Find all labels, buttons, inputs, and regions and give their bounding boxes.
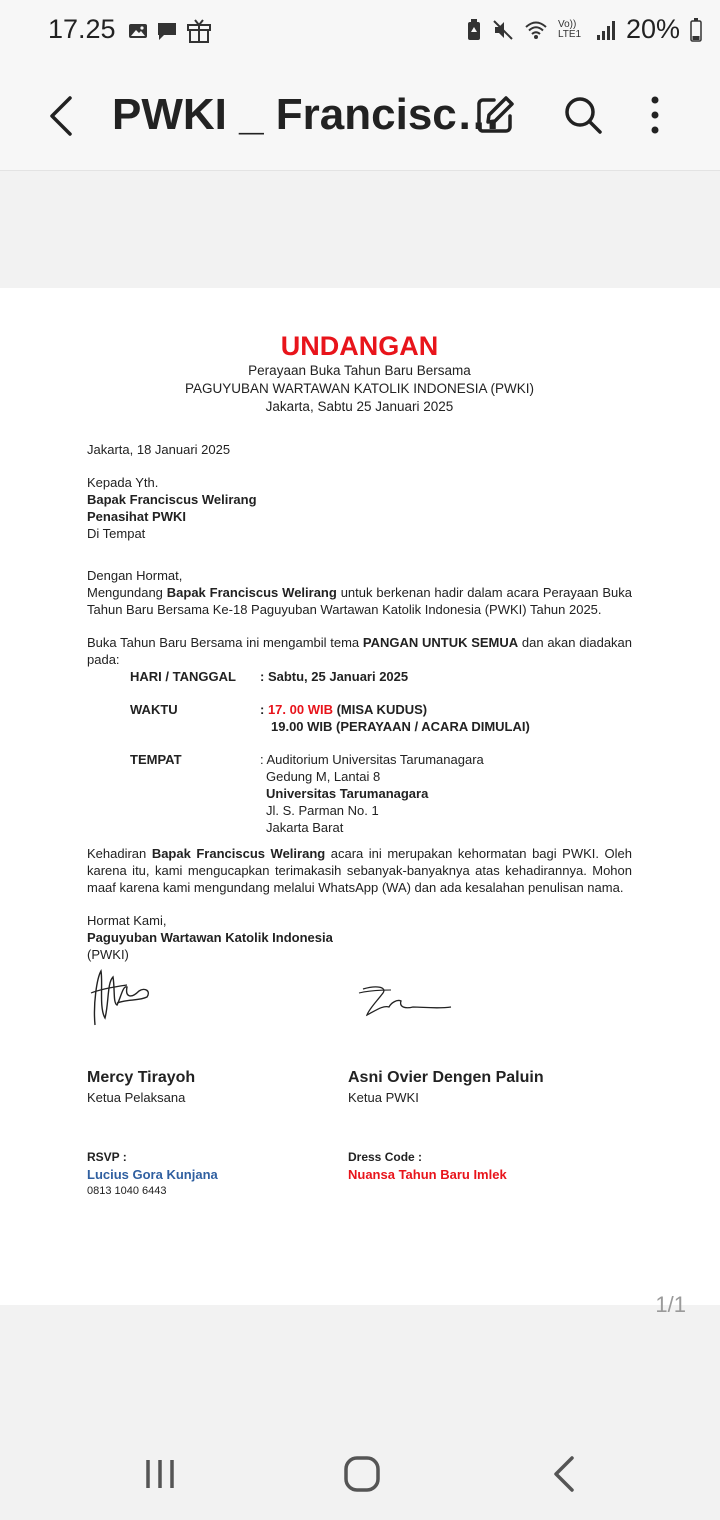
- navigation-bar: [0, 1420, 720, 1520]
- org-name: Paguyuban Wartawan Katolik Indonesia: [87, 930, 333, 945]
- document-page[interactable]: [0, 288, 720, 1305]
- signal-icon: [596, 19, 616, 41]
- signer-1-name: Mercy Tirayoh: [87, 1069, 196, 1086]
- dress-code-label: Dress Code :: [348, 1150, 423, 1164]
- rsvp-label: RSVP :: [87, 1150, 127, 1164]
- place-label: TEMPAT: [130, 752, 182, 767]
- time-label: WAKTU: [130, 702, 178, 717]
- letter-date: Jakarta, 18 Januari 2025: [87, 442, 231, 457]
- paragraph-3: Kehadiran Bapak Franciscus Welirang acara ini merupakan kehormatan bagi PWKI. Oleh karena itu, kami mengucapkan terimakasih sebanyak-banyaknya atas kehadirannya. Mohon maaf karena kami mengundang melalui WhatsApp (WA) dan ada kesalahan penulisan nama.: [87, 846, 633, 895]
- place-line-3: Universitas Tarumanagara: [266, 786, 429, 801]
- footer-info: [87, 1149, 632, 1209]
- org-abbr: (PWKI): [87, 947, 129, 962]
- mute-icon: [492, 19, 514, 41]
- app-bar-divider: [0, 170, 720, 171]
- signer-2-title: Ketua PWKI: [348, 1090, 419, 1105]
- image-icon: [128, 21, 148, 41]
- place-line-5: Jakarta Barat: [266, 820, 344, 835]
- signatures: [87, 963, 632, 1149]
- signature-mercy: [87, 963, 157, 1033]
- time-value-1: : 17. 00 WIB (MISA KUDUS): [260, 702, 428, 717]
- closing: Hormat Kami,: [87, 913, 167, 928]
- nav-back-icon[interactable]: [550, 1454, 578, 1494]
- recent-apps-icon[interactable]: [140, 1457, 180, 1491]
- volte-icon: Vo)) LTE1: [557, 18, 582, 40]
- chat-icon: [156, 20, 178, 42]
- back-icon[interactable]: [42, 94, 82, 138]
- rsvp-phone: 0813 1040 6443: [87, 1185, 167, 1197]
- edit-icon[interactable]: [474, 94, 516, 136]
- battery-saver-icon: [466, 19, 482, 41]
- app-bar: [0, 62, 720, 170]
- subtitle-date: Jakarta, Sabtu 25 Januari 2025: [265, 399, 454, 414]
- recipient-place: Di Tempat: [87, 526, 146, 541]
- system-icons: [466, 14, 702, 45]
- invitation-letter: [87, 330, 632, 1209]
- subtitle-org: PAGUYUBAN WARTAWAN KATOLIK INDONESIA (PWKI): [184, 381, 535, 396]
- heading: UNDANGAN: [280, 331, 439, 361]
- place-line-4: Jl. S. Parman No. 1: [266, 803, 379, 818]
- signature-asni: [357, 981, 457, 1021]
- place-line-1: : Auditorium Universitas Tarumanagara: [260, 752, 484, 767]
- status-bar: [0, 0, 720, 62]
- rsvp-name: Lucius Gora Kunjana: [87, 1167, 218, 1182]
- home-icon[interactable]: [342, 1454, 382, 1494]
- time-value-2: 19.00 WIB (PERAYAAN / ACARA DIMULAI): [271, 719, 530, 734]
- more-icon[interactable]: [642, 94, 668, 138]
- day-label: HARI / TANGGAL: [130, 669, 236, 684]
- day-value: : Sabtu, 25 Januari 2025: [260, 669, 409, 684]
- status-time: 17.25: [48, 14, 116, 44]
- page-indicator: 1/1: [655, 1292, 686, 1317]
- recipient-to: Kepada Yth.: [87, 475, 159, 490]
- signer-2-name: Asni Ovier Dengen Paluin: [348, 1069, 544, 1086]
- paragraph-1: Mengundang Bapak Franciscus Welirang untuk berkenan hadir dalam acara Perayaan Buka Tahun Baru Bersama Ke-18 Paguyuban Wartawan Katolik Indonesia (PWKI) Tahun 2025.: [87, 585, 632, 617]
- recipient-name: Bapak Franciscus Welirang: [87, 492, 257, 507]
- battery-icon: [690, 18, 702, 42]
- wifi-icon: [524, 20, 548, 40]
- subtitle-event: Perayaan Buka Tahun Baru Bersama: [248, 363, 471, 378]
- document-title: PWKI _ Francisc…: [112, 90, 501, 139]
- schedule: [87, 668, 632, 834]
- greeting: Dengan Hormat,: [87, 568, 183, 583]
- dress-code-value: Nuansa Tahun Baru Imlek: [348, 1167, 507, 1182]
- search-icon[interactable]: [562, 94, 604, 136]
- place-line-2: Gedung M, Lantai 8: [266, 769, 381, 784]
- gift-icon: [186, 18, 212, 44]
- signer-1-title: Ketua Pelaksana: [87, 1090, 186, 1105]
- battery-percent: 20%: [625, 14, 680, 44]
- notification-icons: [128, 18, 212, 44]
- paragraph-2: Buka Tahun Baru Bersama ini mengambil tema PANGAN UNTUK SEMUA dan akan diadakan pada:: [87, 635, 633, 667]
- recipient-role: Penasihat PWKI: [87, 509, 186, 524]
